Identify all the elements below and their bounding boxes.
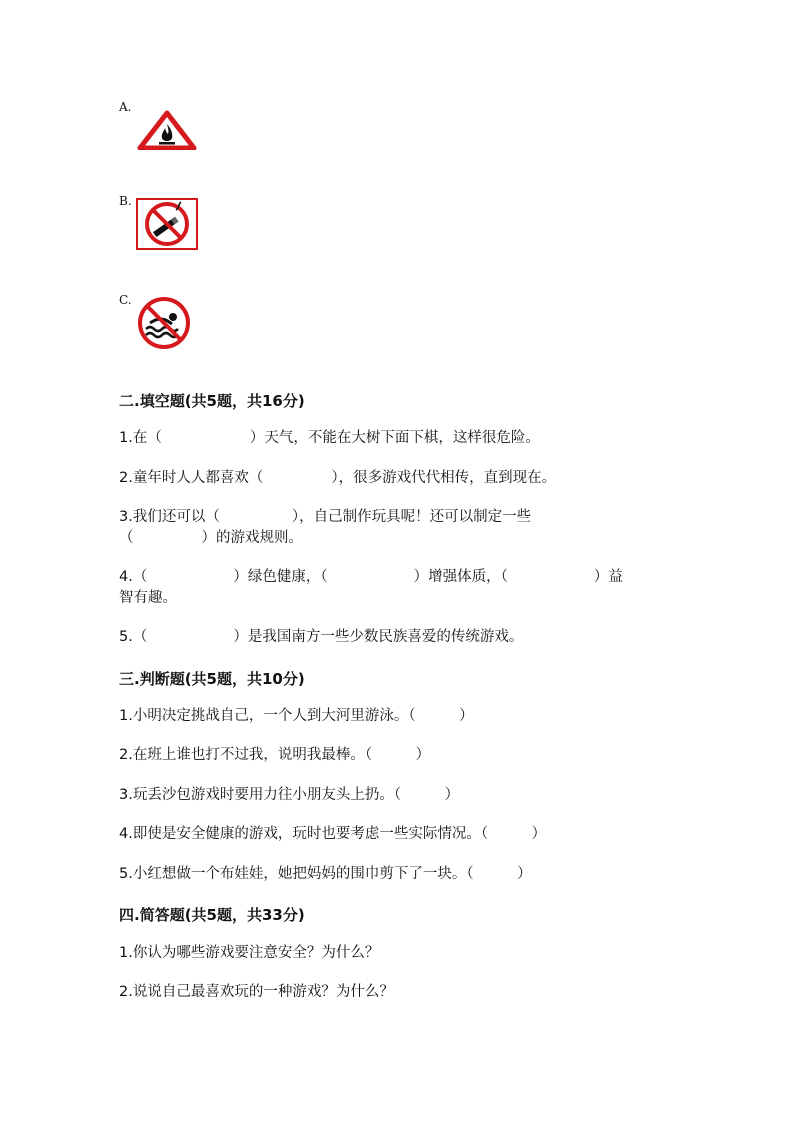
section-short-title: 四.简答题(共5题，共33分)	[119, 906, 305, 924]
section-fill-title: 二.填空题(共5题，共16分)	[119, 392, 305, 410]
short-question-2: 2.说说自己最喜欢玩的一种游戏？为什么？	[119, 984, 394, 1000]
fill-question-3: 3.我们还可以（ ），自己制作玩具呢！还可以制定一些 （ ）的游戏规则。	[119, 509, 532, 546]
short-question-1: 1.你认为哪些游戏要注意安全？为什么？	[119, 945, 380, 961]
judge-question-3: 3.玩丢沙包游戏时要用力往小朋友头上扔。（ ）	[119, 787, 460, 803]
option-a-letter: A.	[119, 100, 132, 114]
judge-question-5: 5.小红想做一个布娃娃，她把妈妈的围巾剪下了一块。（ ）	[119, 866, 532, 882]
fire-warning-icon	[136, 110, 198, 154]
no-smoking-icon	[136, 198, 198, 254]
section-judge-title: 三.判断题(共5题，共10分)	[119, 670, 305, 688]
option-c-letter: C.	[119, 293, 132, 307]
no-swimming-icon	[136, 295, 194, 355]
fill-question-2: 2.童年时人人都喜欢（ ），很多游戏代代相传，直到现在。	[119, 470, 557, 486]
judge-question-2: 2.在班上谁也打不过我，说明我最棒。（ ）	[119, 747, 431, 763]
fill-question-5: 5.（ ）是我国南方一些少数民族喜爱的传统游戏。	[119, 629, 524, 645]
fill-question-4: 4.（ ）绿色健康，（ ）增强体质，（ ）益 智有趣。	[119, 569, 623, 606]
option-b-letter: B.	[119, 194, 132, 208]
judge-question-1: 1.小明决定挑战自己，一个人到大河里游泳。（ ）	[119, 708, 474, 724]
fill-question-1: 1.在（ ）天气，不能在大树下面下棋，这样很危险。	[119, 430, 540, 446]
judge-question-4: 4.即使是安全健康的游戏，玩时也要考虑一些实际情况。（ ）	[119, 826, 547, 842]
